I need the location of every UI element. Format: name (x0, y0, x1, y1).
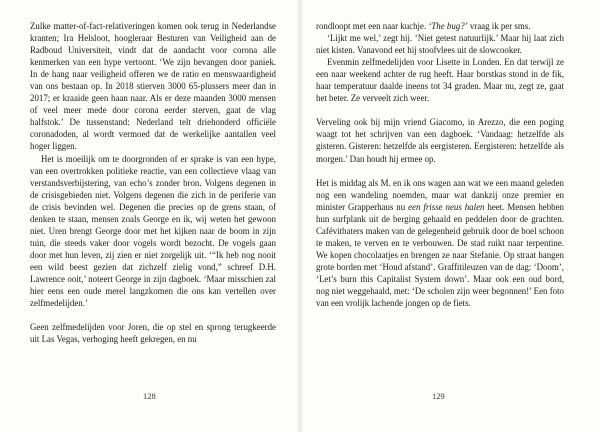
page-number-right: 129 (432, 391, 445, 401)
text-run: vraag ik per sms. (467, 21, 531, 31)
paragraph (30, 20, 276, 153)
text-run: heet. Mensen hebben hun surfplank uit de berging gehaald en peddelen door de grachten. Cafévitbaters maken van de gelegenheid gebruik door de boel schoon te maken, te verven en te verbouwen. De stad ruikt naar terpentine. We kopen chocolaatjes en brengen ze naar Stefanie. Op straat hangen grote borden met ‘Houd afstand’. Graffitileuzen van de dag: ‘Doom’, ‘Let’s burn this Capitalist System down’. Maar ook een oud bord, nog niet weggehaald, met: ‘De scholen zijn weer begonnen!’ Een foto van een vrolijk lachende jongen op de fiets. (316, 201, 564, 309)
paragraph (316, 56, 564, 104)
paragraph (30, 321, 276, 345)
text-run: Verveling ook bij mijn vriend Giacomo, in Arezzo, die een poging waagt tot het schrijven van een dagboek. ‘Vandaag: hetzelfde als gisteren. Gisteren: hetzelfde als eergisteren. Eergisteren: hetzelfde als morgen.’ Dan houdt hij ermee op. (316, 117, 564, 164)
italic-phrase: een frisse neus halen (408, 201, 485, 212)
page-number-left: 128 (143, 391, 156, 401)
right-page-text (316, 20, 564, 309)
italic-phrase: ‘The bug?’ (428, 21, 468, 31)
paragraph (316, 116, 564, 164)
paragraph (316, 177, 564, 310)
text-run: Geen zelfmedelijden voor Joren, die op stel en sprong terugkeerde uit Las Vegas, verhoging heeft gekregen, en nu (30, 322, 276, 345)
text-run: Evenmin zelfmedelijden voor Lisette in Londen. En dat terwijl ze een naar weekend achter de rug heeft. Haar borstkas stond in de fik, haar temperatuur daalde ineens tot 34 graden. Maar nu, zegt ze, gaat het beter. Ze verveelt zich weer. (316, 57, 564, 104)
paragraph (30, 153, 276, 310)
text-run: rondloopt met een naar kuchje. (316, 21, 429, 31)
text-run: Het is middag als M. en ik ons wagen aan wat we een maand geleden nog een wandeling noemden, maar wat dankzij onze premier en minister Grapperhaus nu (316, 177, 564, 212)
paragraph (316, 32, 564, 56)
text-run: ‘Lijkt me wel,’ zegt hij. ‘Niet getest natuurlijk.’ Maar hij laat zich niet kisten. Vanavond eet hij stoofvlees uit de slowcooker. (316, 33, 564, 56)
paragraph (316, 20, 564, 32)
right-page (300, 0, 600, 432)
text-run: Het is moeilijk om te doorgronden of er sprake is van een hype, van een overtrokken politieke reactie, van een collectieve vlaag van verstandsverbijstering, van echo’s zonder bron. Volgens degenen in de crisisgebieden niet. Volgens degenen die zich in de periferie van de crisis bevinden wel. Degenen die precies op de grens staan, of denken te staan, mensen zoals George en ik, wij weten het gewoon niet. Uren brengt George door met het kijken naar de boom in zijn tuin, die steeds vaker door vogels wordt bezocht. De vogels gaan door met hun leven, zij zien er niet zorgelijk uit. ‘“Ik heb nog nooit een wild beest gezien dat zichzelf zielig vond,” schreef D.H. Lawrence ooit,’ noteert George in zijn dagboek. ‘Maar misschien zal hier eens een oude merel langzkomen die ons kan vertellen over zelfmedelijden.’ (30, 153, 276, 309)
left-page-text (30, 20, 276, 345)
text-run: Zulke matter-of-fact-relativeringen komen ook terug in Nederlandse kranten; Ira Helsloot, hoogleraar Besturen van Veiligheid aan de Radboud Universiteit, vindt dat de aandacht voor corona alle kenmerken van een hype vertoont. ‘We zijn bevangen door paniek. In de hang naar veiligheid offeren we de ratio en menswaardigheid van ons bestaan op. In 2018 stierven 3000 65-plussers meer dan in 2017; er kraaide geen haan naar. Als er deze maanden 3000 mensen of veel meer mede door corona eerder sterven, gaat de vlag halfstok.’ De tussenstand: Nederland telt driehonderd officiële coronadoden, al wordt vermoed dat de werkelijke aantallen veel hoger liggen. (30, 21, 276, 152)
